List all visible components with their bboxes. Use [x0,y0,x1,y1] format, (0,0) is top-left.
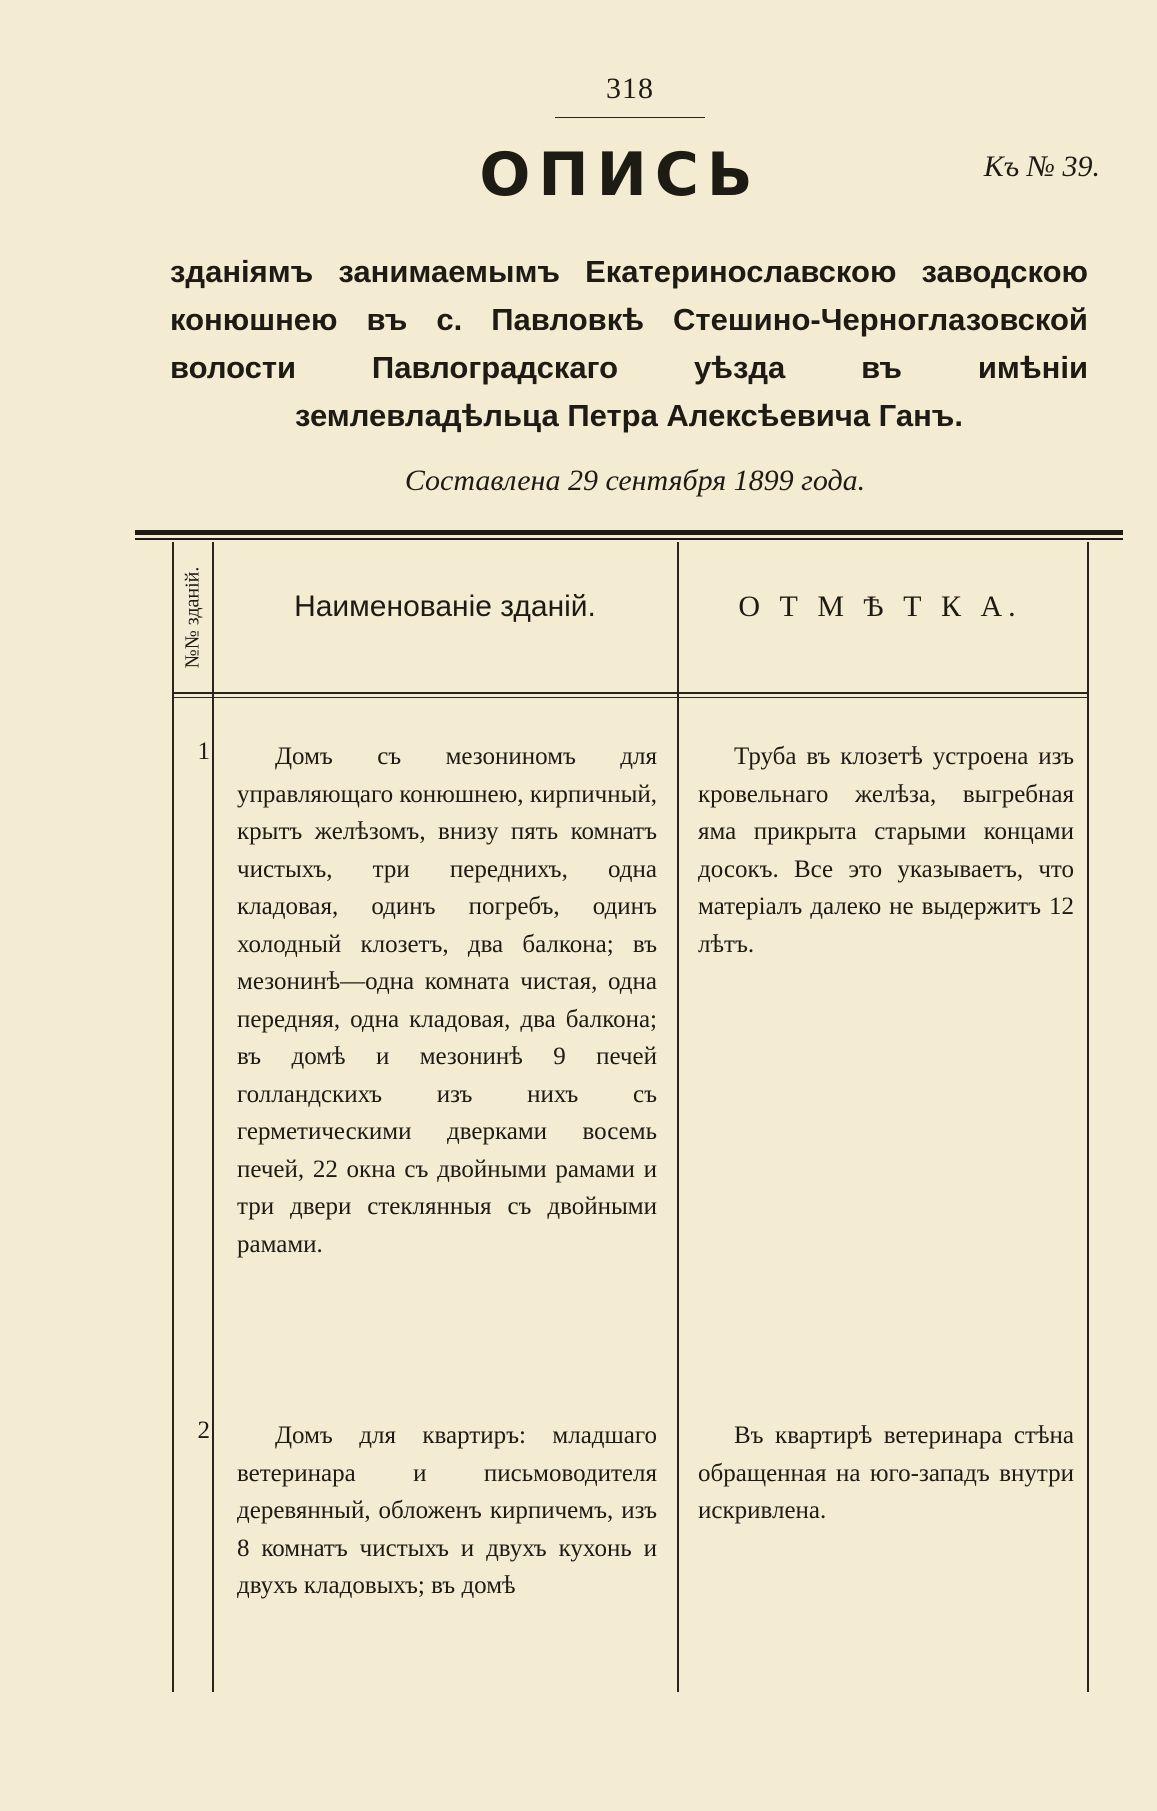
column-header-number: №№ зданій. [181,566,204,669]
composed-date: Составлена 29 сентября 1899 года. [404,464,866,497]
table-right-border [1087,542,1089,1692]
row-number: 1 [197,738,210,765]
building-note: Труба въ клозетѣ устроена изъ кровельнаго желѣза, выгребная яма прикрыта старыми концами досокъ. Все это указываетъ, что матеріалъ далеко не выдержитъ 12 лѣтъ. [698,743,1074,958]
header-thin-rule [135,538,1123,540]
table-header-bottom-rule [172,692,1089,694]
table-col2-divider [677,542,679,1692]
table-left-border [172,542,174,1692]
building-description: Домъ для квартиръ: младшаго ветеринара и письмоводителя деревянный, обложенъ кирпичемъ, изъ 8 комнатъ чистыхъ и двухъ кухонь и двухъ кладовыхъ; въ домѣ [237,1422,657,1599]
row-number: 2 [197,1417,210,1444]
document-title: ОПИСЬ [479,140,761,210]
table-header-bottom-rule-2 [172,697,1089,698]
building-note: Въ квартирѣ ветеринара стѣна обращенная на юго-западъ внутри искривлена. [698,1422,1074,1524]
building-description: Домъ съ мезониномъ для управляющаго конюшнею, кирпичный, крытъ желѣзомъ, внизу пять комнатъ чистыхъ, три переднихъ, одна кладовая, одинъ погребъ, одинъ холодный клозетъ, два балкона; въ мезонинѣ—одна комната чистая, одна передняя, одна кладовая, два балкона; въ домѣ и мезонинѣ 9 печей голландскихъ изъ нихъ съ герметическими дверками восемь печей, 22 окна съ двойными рамами и три двери стеклянныя съ двойными рамами. [237,743,657,1258]
table-col1-divider [212,542,214,1692]
page-number-rule [555,117,705,118]
document-subtitle: зданіямъ занимаемымъ Екатеринославскою заводскою конюшнею въ с. Павловкѣ Стешино-Черноглазовской волости Павлоградскаго уѣзда въ имѣніи землевладѣльца Петра Алексѣевича Ганъ. [170,254,1088,433]
column-header-name: Наименованіе зданій. [294,590,596,623]
page-number: 318 [606,72,654,105]
reference-number: Къ № 39. [983,150,1100,183]
header-thick-rule [135,530,1123,535]
column-header-note: О Т М Ѣ Т К А. [738,590,1022,623]
